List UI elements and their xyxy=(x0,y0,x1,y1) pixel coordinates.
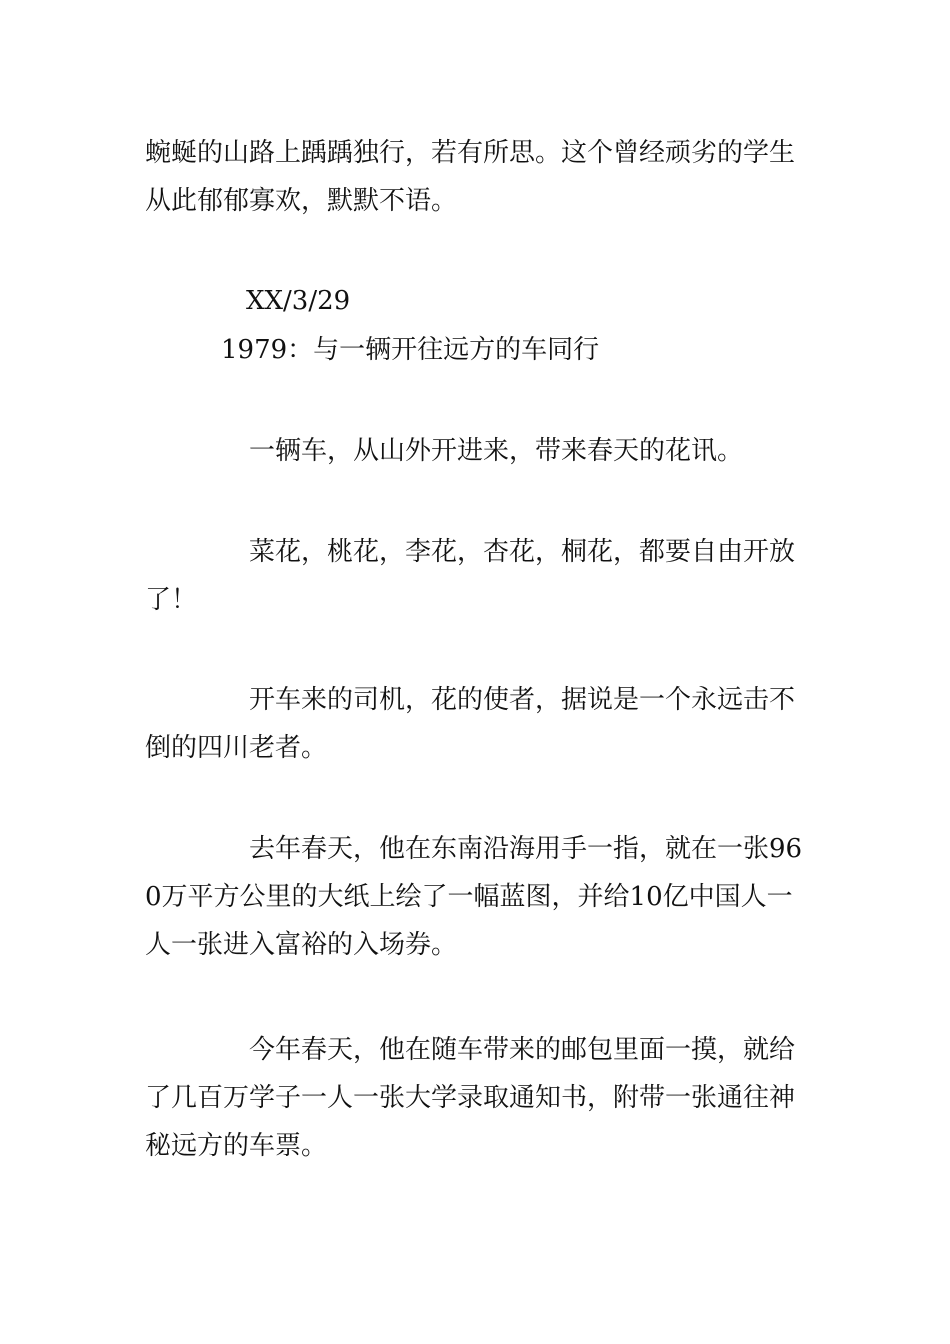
date-line: XX/3/29 xyxy=(246,286,351,316)
paragraph-this-spring: 今年春天，他在随车带来的邮包里面一摸，就给了几百万学子一人一张大学录取通知书，附带一张通往神秘远方的车票。 xyxy=(145,1035,796,1161)
paragraph-flowers: 菜花，桃花，李花，杏花，桐花，都要自由开放了！ xyxy=(145,537,796,615)
paragraph-last-spring: 去年春天，他在东南沿海用手一指，就在一张960万平方公里的大纸上绘了一幅蓝图，并给10亿中国人一人一张进入富裕的入场券。 xyxy=(145,834,803,960)
section-title: 1979：与一辆开往远方的车同行 xyxy=(221,335,600,365)
paragraph-car-arrives: 一辆车，从山外开进来，带来春天的花讯。 xyxy=(249,436,744,466)
paragraph-driver: 开车来的司机，花的使者，据说是一个永远击不倒的四川老者。 xyxy=(145,685,796,763)
paragraph-continuation: 蜿蜒的山路上踽踽独行，若有所思。这个曾经顽劣的学生从此郁郁寡欢，默默不语。 xyxy=(145,138,796,216)
